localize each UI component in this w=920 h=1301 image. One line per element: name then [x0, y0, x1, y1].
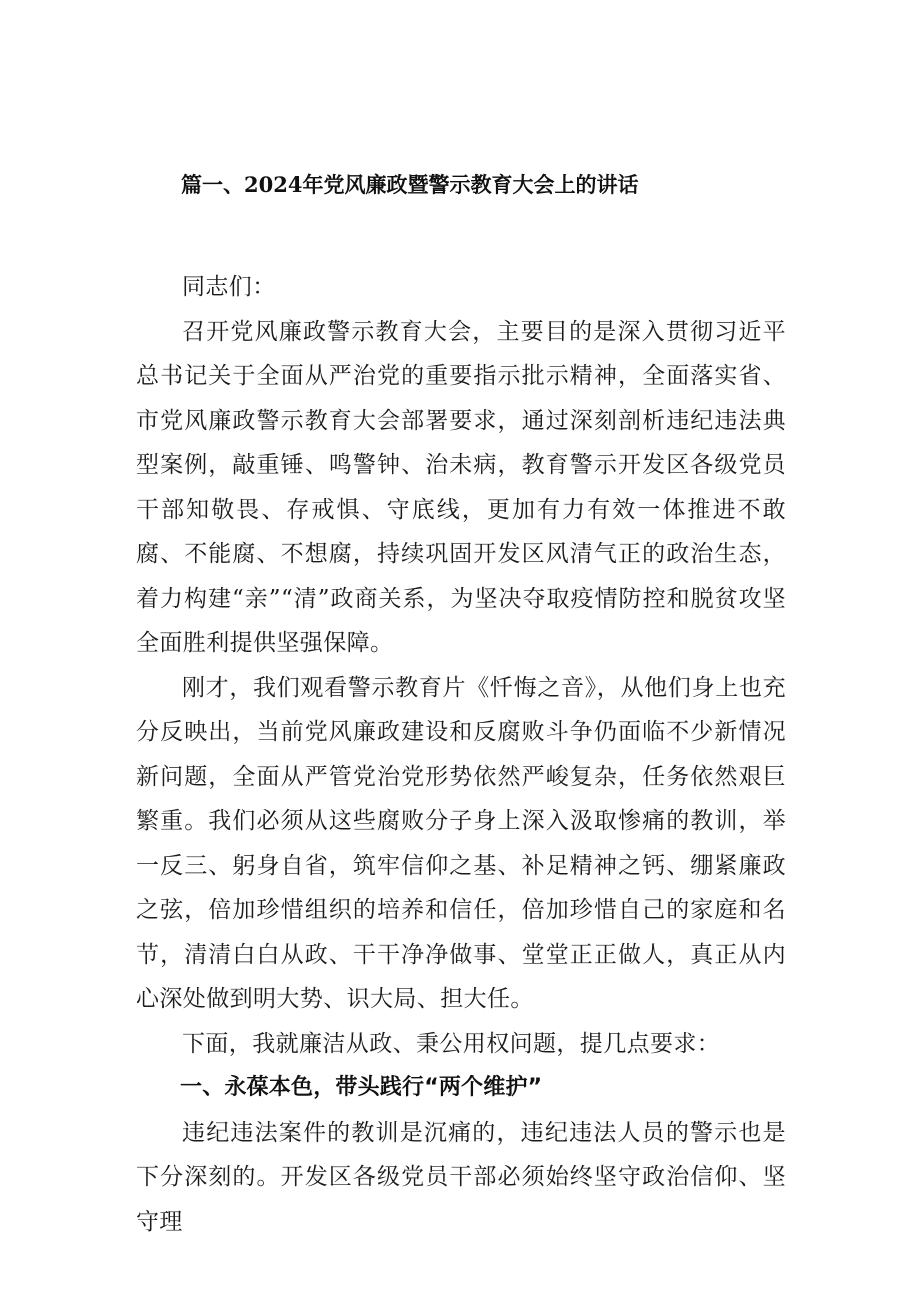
paragraph-requirements-intro: 下面，我就廉洁从政、秉公用权问题，提几点要求：	[182, 1030, 721, 1057]
paragraph-section-one: 违纪违法案件的教训是沉痛的，违纪违法人员的警示也是下分深刻的。开发区各级党员干部必须始终坚守政治信仰、坚守理	[136, 1119, 786, 1235]
document-body	[136, 265, 786, 1244]
section-heading-one: 一、永葆本色，带头践行“两个维护”	[180, 1075, 543, 1100]
paragraph-purpose: 召开党风廉政警示教育大会，主要目的是深入贯彻习近平总书记关于全面从严治党的重要指示批示精神，全面落实省、市党风廉政警示教育大会部署要求，通过深刻剖析违纪违法典型案例，敲重锤、鸣警钟、治未病，教育警示开发区各级党员干部知敬畏、存戒惧、守底线，更加有力有效一体推进不敢腐、不能腐、不想腐，持续巩固开发区风清气正的政治生态，着力构建“亲”“清”政商关系，为坚决夺取疫情防控和脱贫攻坚全面胜利提供坚强保障。	[136, 318, 786, 656]
document-title: 篇一、2024年党风廉政暨警示教育大会上的讲话	[181, 172, 639, 197]
salutation: 同志们：	[182, 274, 276, 300]
paragraph-warning-film: 刚才，我们观看警示教育片《忏悔之音》，从他们身上也充分反映出，当前党风廉政建设和反腐败斗争仍面临不少新情况新问题，全面从严管党治党形势依然严峻复杂，任务依然艰巨繁重。我们必须从这些腐败分子身上深入汲取惨痛的教训，举一反三、躬身自省，筑牢信仰之基、补足精神之钙、绷紧廉政之弦，倍加珍惜组织的培养和信任，倍加珍惜自己的家庭和名节，清清白白从政、干干净净做事、堂堂正正做人，真正从内心深处做到明大势、识大局、担大任。	[136, 674, 786, 1012]
